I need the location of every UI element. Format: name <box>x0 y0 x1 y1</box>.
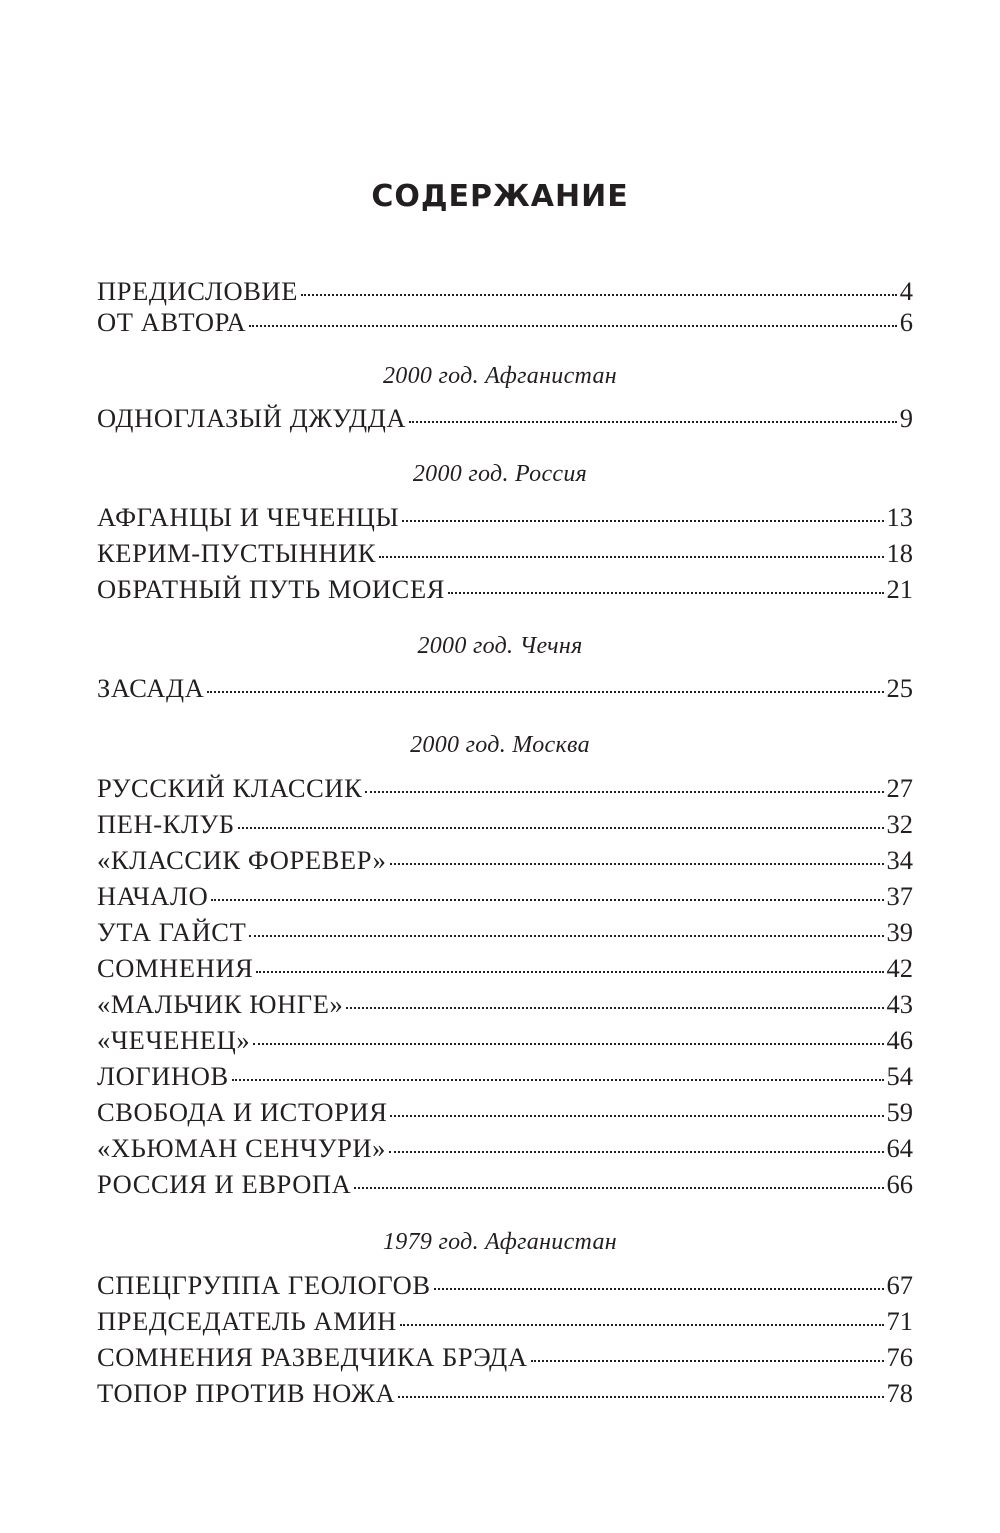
dot-leader <box>448 592 883 594</box>
toc-entry-title: ОБРАТНЫЙ ПУТЬ МОИСЕЯ <box>97 574 446 604</box>
toc-entry-title: РУССКИЙ КЛАССИК <box>97 773 363 803</box>
toc-entry-title: НАЧАЛО <box>97 881 209 911</box>
toc-entry-title: ОТ АВТОРА <box>97 307 247 337</box>
toc-entry-title: ТОПОР ПРОТИВ НОЖА <box>97 1378 396 1408</box>
toc-entry[interactable] <box>97 806 913 842</box>
toc-entry-title: СОМНЕНИЯ РАЗВЕДЧИКА БРЭДА <box>97 1342 528 1372</box>
toc-entry[interactable] <box>97 499 913 535</box>
toc-entry-title: АФГАНЦЫ И ЧЕЧЕНЦЫ <box>97 502 400 532</box>
toc-entry-title: ЗАСАДА <box>97 673 205 703</box>
dot-leader <box>390 1115 883 1117</box>
dot-leader <box>232 1079 884 1081</box>
dot-leader <box>354 1187 883 1189</box>
dot-leader <box>211 899 883 901</box>
toc-entry-title: «ЧЕЧЕНЕЦ» <box>97 1025 251 1055</box>
toc-entry[interactable] <box>97 1267 913 1303</box>
dot-leader <box>379 556 883 558</box>
dot-leader <box>301 294 897 296</box>
page-title: СОДЕРЖАНИЕ <box>371 179 629 214</box>
dot-leader <box>207 691 883 693</box>
toc-entry-page: 59 <box>886 1097 913 1127</box>
toc-entry-page: 27 <box>886 773 913 803</box>
toc-entry-page: 71 <box>886 1306 913 1336</box>
toc-entry[interactable] <box>97 986 913 1022</box>
dot-leader <box>249 935 883 937</box>
toc-entry-page: 66 <box>886 1169 913 1199</box>
toc-entry[interactable] <box>97 1058 913 1094</box>
toc-entry[interactable] <box>97 950 913 986</box>
section-heading: 2000 год. Чечня <box>417 633 583 659</box>
toc-entry-page: 39 <box>886 917 913 947</box>
toc-entry-title: УТА ГАЙСТ <box>97 917 247 947</box>
toc-entry-page: 54 <box>886 1061 913 1091</box>
toc-entry-page: 46 <box>886 1025 913 1055</box>
toc-entry[interactable] <box>97 304 913 340</box>
toc-entry-page: 42 <box>886 953 913 983</box>
toc-entry[interactable] <box>97 571 913 607</box>
dot-leader <box>346 1007 883 1009</box>
toc-entry-title: СПЕЦГРУППА ГЕОЛОГОВ <box>97 1270 431 1300</box>
dot-leader <box>409 421 897 423</box>
dot-leader <box>531 1360 884 1362</box>
toc-entry-title: ЛОГИНОВ <box>97 1061 229 1091</box>
dot-leader <box>400 1324 884 1326</box>
toc-entry-page: 76 <box>886 1342 913 1372</box>
toc-entry-title: «МАЛЬЧИК ЮНГЕ» <box>97 989 344 1019</box>
dot-leader <box>389 1151 883 1153</box>
toc-entry[interactable] <box>97 770 913 806</box>
toc-entry-page: 32 <box>886 809 913 839</box>
toc-entry-title: ПРЕДСЕДАТЕЛЬ АМИН <box>97 1306 397 1336</box>
dot-leader <box>390 863 884 865</box>
toc-entry-title: ПЕН-КЛУБ <box>97 809 235 839</box>
toc-entry[interactable] <box>97 1303 913 1339</box>
dot-leader <box>365 791 883 793</box>
toc-entry[interactable] <box>97 1022 913 1058</box>
toc-entry-page: 4 <box>899 276 913 306</box>
dot-leader <box>402 520 883 522</box>
toc-entry-title: ОДНОГЛАЗЫЙ ДЖУДДА <box>97 403 407 433</box>
toc-entry[interactable] <box>97 1375 913 1411</box>
toc-entry-title: СОМНЕНИЯ <box>97 953 254 983</box>
toc-entry-page: 37 <box>886 881 913 911</box>
toc-entry-page: 13 <box>886 502 913 532</box>
toc-entry[interactable] <box>97 1130 913 1166</box>
dot-leader <box>238 827 884 829</box>
toc-entry[interactable] <box>97 400 913 436</box>
toc-entry-title: КЕРИМ-ПУСТЫННИК <box>97 538 377 568</box>
toc-entry-page: 21 <box>886 574 913 604</box>
toc-entry-page: 25 <box>886 673 913 703</box>
toc-entry[interactable] <box>97 914 913 950</box>
toc-entry[interactable] <box>97 1094 913 1130</box>
dot-leader <box>253 1043 883 1045</box>
toc-entry[interactable] <box>97 878 913 914</box>
toc-entry[interactable] <box>97 842 913 878</box>
dot-leader <box>434 1288 884 1290</box>
section-heading: 2000 год. Москва <box>410 732 590 758</box>
toc-entry-page: 78 <box>886 1378 913 1408</box>
section-heading: 1979 год. Афганистан <box>383 1229 617 1255</box>
toc-entry-title: СВОБОДА И ИСТОРИЯ <box>97 1097 388 1127</box>
toc-entry-title: «КЛАССИК ФОРЕВЕР» <box>97 845 387 875</box>
dot-leader <box>398 1396 883 1398</box>
dot-leader <box>256 971 883 973</box>
toc-entry-title: РОССИЯ И ЕВРОПА <box>97 1169 352 1199</box>
toc-entry-page: 64 <box>886 1133 913 1163</box>
toc-entry[interactable] <box>97 1339 913 1375</box>
toc-entry[interactable] <box>97 535 913 571</box>
toc-entry-page: 43 <box>886 989 913 1019</box>
toc-entry-page: 18 <box>886 538 913 568</box>
toc-entry-title: ПРЕДИСЛОВИЕ <box>97 276 299 306</box>
toc-entry-page: 67 <box>886 1270 913 1300</box>
toc-entry[interactable] <box>97 1166 913 1202</box>
section-heading: 2000 год. Афганистан <box>383 363 617 389</box>
toc-entry-title: «ХЬЮМАН СЕНЧУРИ» <box>97 1133 387 1163</box>
toc-entry-page: 6 <box>899 307 913 337</box>
section-heading: 2000 год. Россия <box>412 461 588 487</box>
toc-entry-page: 9 <box>899 403 913 433</box>
toc-entry-page: 34 <box>886 845 913 875</box>
dot-leader <box>249 325 896 327</box>
toc-entry[interactable] <box>97 670 913 706</box>
